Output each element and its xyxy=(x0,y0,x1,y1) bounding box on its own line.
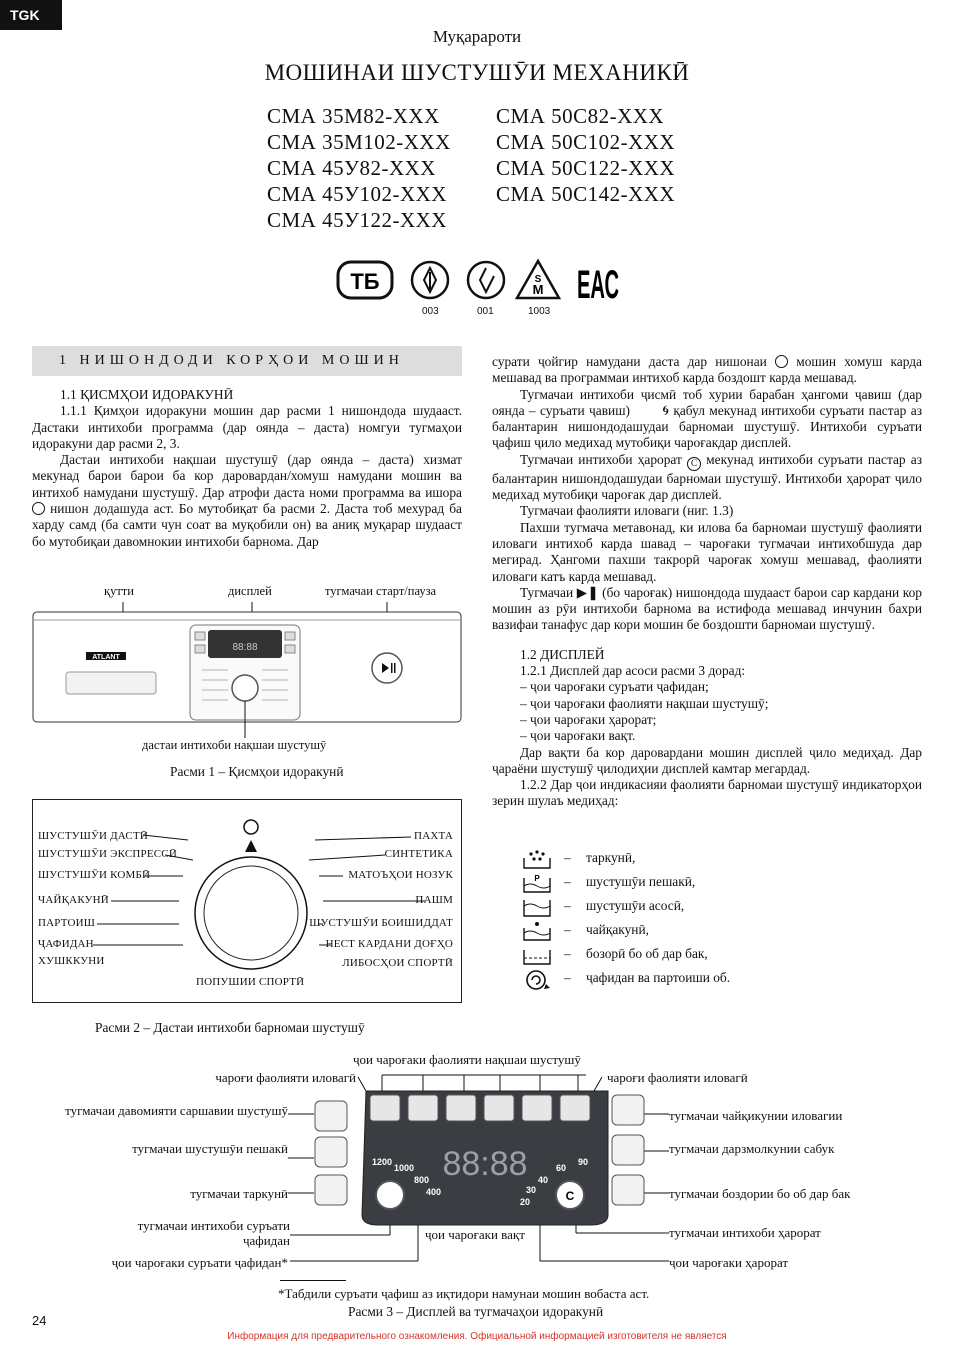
fig2-caption: Расми 2 – Дастаи интихоби барномаи шустушӯ xyxy=(95,1020,365,1035)
svg-text:C: C xyxy=(565,1189,575,1203)
svg-text:S: S xyxy=(534,274,542,285)
section-heading: 1 НИШОНДОДИ КОРҲОИ МОШИН xyxy=(32,346,462,376)
svg-text:20: 20 xyxy=(520,1197,531,1207)
left-column xyxy=(32,387,462,550)
extra-rinse-button xyxy=(612,1095,644,1125)
model-item: СМА 50С82-ХХХ xyxy=(496,104,665,128)
svg-text:30: 30 xyxy=(526,1185,537,1195)
start-pause-icon: ▶❚ xyxy=(576,584,599,600)
svg-text:400: 400 xyxy=(426,1187,442,1197)
mainwash-icon xyxy=(524,900,550,916)
drain-icon xyxy=(524,950,550,964)
tb-cert-icon xyxy=(338,262,392,298)
svg-text:ЕАС: ЕАС xyxy=(577,263,619,307)
paragraph: сурати ҷойгир намудани даста дар нишонаи мошин хомуш карда мешавад ва программаи интихоб карда боздошт карда мешавад. xyxy=(492,354,923,386)
dial-label: ЛИБОСҲОИ СПОРТӢ xyxy=(342,957,453,969)
paragraph: 1.2.2 Дар ҷои индикасияи фаолияти барномаи шустушӯ индикаторҳои зерин шулаъ медиҳад: xyxy=(492,777,922,809)
indicator-icons xyxy=(522,848,552,992)
off-position-icon xyxy=(244,820,258,834)
model-item: СМА 35М82-ХХХ xyxy=(267,104,440,128)
dial-label: ШУСТУШӮИ ДАСТӢ xyxy=(38,830,149,842)
list-item: – ҷои чароғаки фаолияти нақшаи шустушӯ; xyxy=(520,695,769,711)
paragraph: Пахши тугмача метавонад, ки илова ба барномаи шустушӯ фаолияти иловаги интихоб карда шавад – чароғаки тугмачаи интихобшуда дар мегирад. Ҳангоми пахши такрорӣ чароғак хомуш мешавад, фаолияти иловаги катъ карда мешавад. xyxy=(492,519,922,584)
model-item: СМА 45У102-ХХХ xyxy=(267,182,447,206)
time-display: 88:88 xyxy=(442,1145,528,1183)
spin-icon: 🌀︎ xyxy=(662,403,669,419)
fig1-label-start: тугмачаи старт/пауза xyxy=(325,584,437,598)
paragraph: 1.1.1 Қимҳои идоракуни мошин дар расми 1 нишондода шудааст. Дастаки интихоби программа (дар оянда – даста) номгуи тугмаҳои идоракуни дар расми 2, 3. xyxy=(32,403,462,451)
svg-text:1000: 1000 xyxy=(394,1163,415,1173)
model-item: СМА 45У122-ХХХ xyxy=(267,208,447,232)
dial-label: ҶАФИДАН xyxy=(38,938,94,950)
prewash-button xyxy=(315,1137,347,1167)
dial-label: ШУСТУШӮИ КОМБӢ xyxy=(38,869,151,881)
easy-iron-button xyxy=(612,1135,644,1165)
leaf-cert-icon-2 xyxy=(468,262,504,298)
svg-text:90: 90 xyxy=(578,1157,589,1167)
svg-text:P: P xyxy=(534,874,540,883)
paragraph: 1.2.1 Дисплей дар асоси расми 3 дорад: xyxy=(520,663,746,679)
cert-number: 003 xyxy=(422,306,439,317)
dial-label: ПАРТОИШ xyxy=(38,917,96,929)
list-item: – ҷои чароғаки вақт. xyxy=(520,728,636,744)
prewash-icon xyxy=(524,874,550,892)
list-item: – ҷои чароғаки ҳарорат; xyxy=(520,711,657,727)
footnote-rule xyxy=(280,1280,346,1281)
fig1-label-dial: дастаи интихоби нақшаи шустушӯ xyxy=(142,738,327,752)
fig3-label: тугмачаи давомияти саршавии шустушӯ xyxy=(65,1103,288,1118)
fig1-label-box: қутти xyxy=(104,584,134,598)
model-item: СМА 50С122-ХХХ xyxy=(496,156,676,180)
fig3-label: тугмачаи боздории бо об дар бак xyxy=(669,1186,851,1201)
subsection-title: 1.1 ҚИСМҲОИ ИДОРАКУНӢ xyxy=(60,387,234,402)
soak-button xyxy=(315,1175,347,1205)
display-panel-figure xyxy=(290,1065,670,1275)
spin-speed-button xyxy=(376,1181,404,1209)
fig3-label: чароғи фаолияти иловагӣ xyxy=(215,1070,356,1085)
dial-label: ПАШМ xyxy=(415,894,453,906)
eac-mark-icon xyxy=(577,263,619,307)
models-right xyxy=(496,103,675,207)
dial-label: ШУСТУШӮИ БОИШИДДАТ xyxy=(309,917,453,929)
paragraph: Тугмачаи ▶❚ (бо чароғак) нишондода шудааст барои сар кардани кор мошин аз рӯи интихоби барнома ва истифода мешавад инчунин бахри вазифаи танафус дар кори мошин бе боздошти барномаи шустушӯ. xyxy=(492,584,922,633)
sm-cert-icon xyxy=(517,261,559,298)
rinse-hold-button xyxy=(612,1175,644,1205)
svg-text:ATLANT: ATLANT xyxy=(92,654,120,661)
page-footer: Информация для предварительного ознакомления. Официальной информацией изготовителя не является xyxy=(227,1331,727,1342)
dial-label: ЧАЙҚАКУНӢ xyxy=(38,894,109,906)
svg-text:60: 60 xyxy=(556,1163,567,1173)
svg-text:1200: 1200 xyxy=(372,1157,393,1167)
fig1-caption: Расми 1 – Қисмҳои идоракунӣ xyxy=(170,764,344,779)
doc-subtitle: Муқарароти xyxy=(432,27,522,46)
fig1-label-display: дисплей xyxy=(228,584,272,598)
model-item: СМА 45У82-ХХХ xyxy=(267,156,436,180)
fig3-label: тугмачаи дарзмолкунии сабук xyxy=(669,1141,835,1156)
circle-off-icon xyxy=(775,355,788,368)
doc-title: МОШИНАИ ШУСТУШӮИ МЕХАНИКӢ xyxy=(264,60,690,85)
dial-label: ПОПУШИИ СПОРТӢ xyxy=(196,976,305,988)
cert-number: 001 xyxy=(477,306,494,317)
fig3-label: тугмачаи интихоби суръати ҷафидан xyxy=(137,1218,290,1248)
fig3-label: тугмачаи таркунӣ xyxy=(190,1186,288,1201)
rinse-icon xyxy=(524,922,550,940)
fig3-label: ҷои чароғаки ҳарорат xyxy=(669,1255,789,1270)
fig3-footnote: *Табдили суръати ҷафиш аз иқтидори намунаи мошин вобаста аст. xyxy=(278,1286,650,1301)
dial-knob xyxy=(232,675,258,701)
dial-label: СИНТЕТИКА xyxy=(384,848,453,860)
dial-label: ШУСТУШӮИ ЭКСПРЕССӢ xyxy=(38,848,177,860)
leaf-cert-icon-1 xyxy=(412,262,448,298)
paragraph: Дар вақти ба кор даровардани мошин дисплей ҷило медиҳад. Дар ҷараёни шустушӯ ҷилодиҳии дисплей камтар мегардад. xyxy=(492,744,922,776)
svg-text:88:88: 88:88 xyxy=(232,642,258,653)
cert-number: 1003 xyxy=(528,306,551,317)
dial-label: МАТОЪҲОИ НОЗУК xyxy=(348,869,453,881)
list-item: – ҷои чароғаки суръати ҷафидан; xyxy=(520,679,709,695)
control-panel-figure xyxy=(32,600,462,740)
temperature-icon: C xyxy=(687,457,701,471)
paragraph: Тугмачаи фаолияти иловаги (ниг. 1.3) xyxy=(520,503,734,519)
fig3-label: тугмачаи чайқикунии иловагии xyxy=(669,1108,843,1123)
fig3-caption: Расми 3 – Дисплей ва тугмачаҳои идоракунӣ xyxy=(348,1304,604,1319)
paragraph: Тугмачаи интихоби ҷисмӣ тоб хурии барабан ҳангоми ҷавиш (дар оянда – суръати ҷавиш) 🌀︎ қабул мекунад интихоби суръати пастар аз балантарин нишондодашудаи барномаи шустушӯ. Интихоби суръати ҷафиш ҷило медихад мутобиқи чароғакдар дисплей. xyxy=(492,386,922,451)
model-item: СМА 50С102-ХХХ xyxy=(496,130,676,154)
paragraph: Дастаи интихоби нақшаи шустушӯ (дар оянда – даста) хизмат мекунад барои барои ба кор даровардан/хомуш намудани мошин ва интихоб намудани шустушӯ. Дар атрофи даста номи программа ва ишора нишон додашуда аст. Бо мутобиқат ба расми 2. Даста тоб мехурад ба харду самд (ба самти чун соат ва муқобили он) ва аниқ муқарар шудааст бо мутобиқаи давомнокии интихоби барнома. Дар xyxy=(32,452,462,549)
delay-start-button xyxy=(315,1101,347,1131)
right-column xyxy=(492,354,922,810)
model-item: СМА 50С142-ХХХ xyxy=(496,182,676,206)
page-number: 24 xyxy=(32,1313,47,1328)
dial-label: ХУШККУНИ xyxy=(38,955,105,967)
language-tag: TGK xyxy=(0,0,62,30)
model-item: СМА 35М102-ХХХ xyxy=(267,130,451,154)
fig3-time-label: ҷои чароғаки вақт xyxy=(425,1227,525,1242)
certification-marks xyxy=(336,258,626,307)
fig3-label: ҷои чароғаки суръати ҷафидан* xyxy=(111,1255,288,1270)
dial-label: ПАХТА xyxy=(414,830,453,842)
svg-text:800: 800 xyxy=(414,1175,430,1185)
svg-text:M: M xyxy=(532,282,544,297)
soak-icon xyxy=(524,850,550,868)
fig3-label: тугмачаи шустушӯи пешакӣ xyxy=(132,1141,288,1156)
svg-text:ТБ: ТБ xyxy=(350,269,380,294)
subsection-title: 1.2 ДИСПЛЕЙ xyxy=(520,646,605,662)
dial-figure xyxy=(32,799,462,1003)
spin-icon xyxy=(527,971,550,989)
fig3-top-label: ҷои чароғаки фаолияти нақшаи шустушӯ xyxy=(353,1052,581,1067)
circle-off-icon xyxy=(32,502,45,515)
dial-label: НЕСТ КАРДАНИ ДОҒҲО xyxy=(325,938,453,950)
paragraph: Тугмачаи интихоби ҳарорат C мекунад интихоби суръати пастар аз балантарин нишондодашудаи барномаи шустушӯ. Интихоби ҳарорат ҷило медихад мутобиқи чароғак дар дисплей. xyxy=(492,451,922,503)
svg-text:40: 40 xyxy=(538,1175,549,1185)
fig3-label: тугмачаи интихоби ҳарорат xyxy=(669,1225,821,1240)
models-left xyxy=(267,103,451,233)
fig3-label: чароғи фаолияти иловагӣ xyxy=(607,1070,748,1085)
